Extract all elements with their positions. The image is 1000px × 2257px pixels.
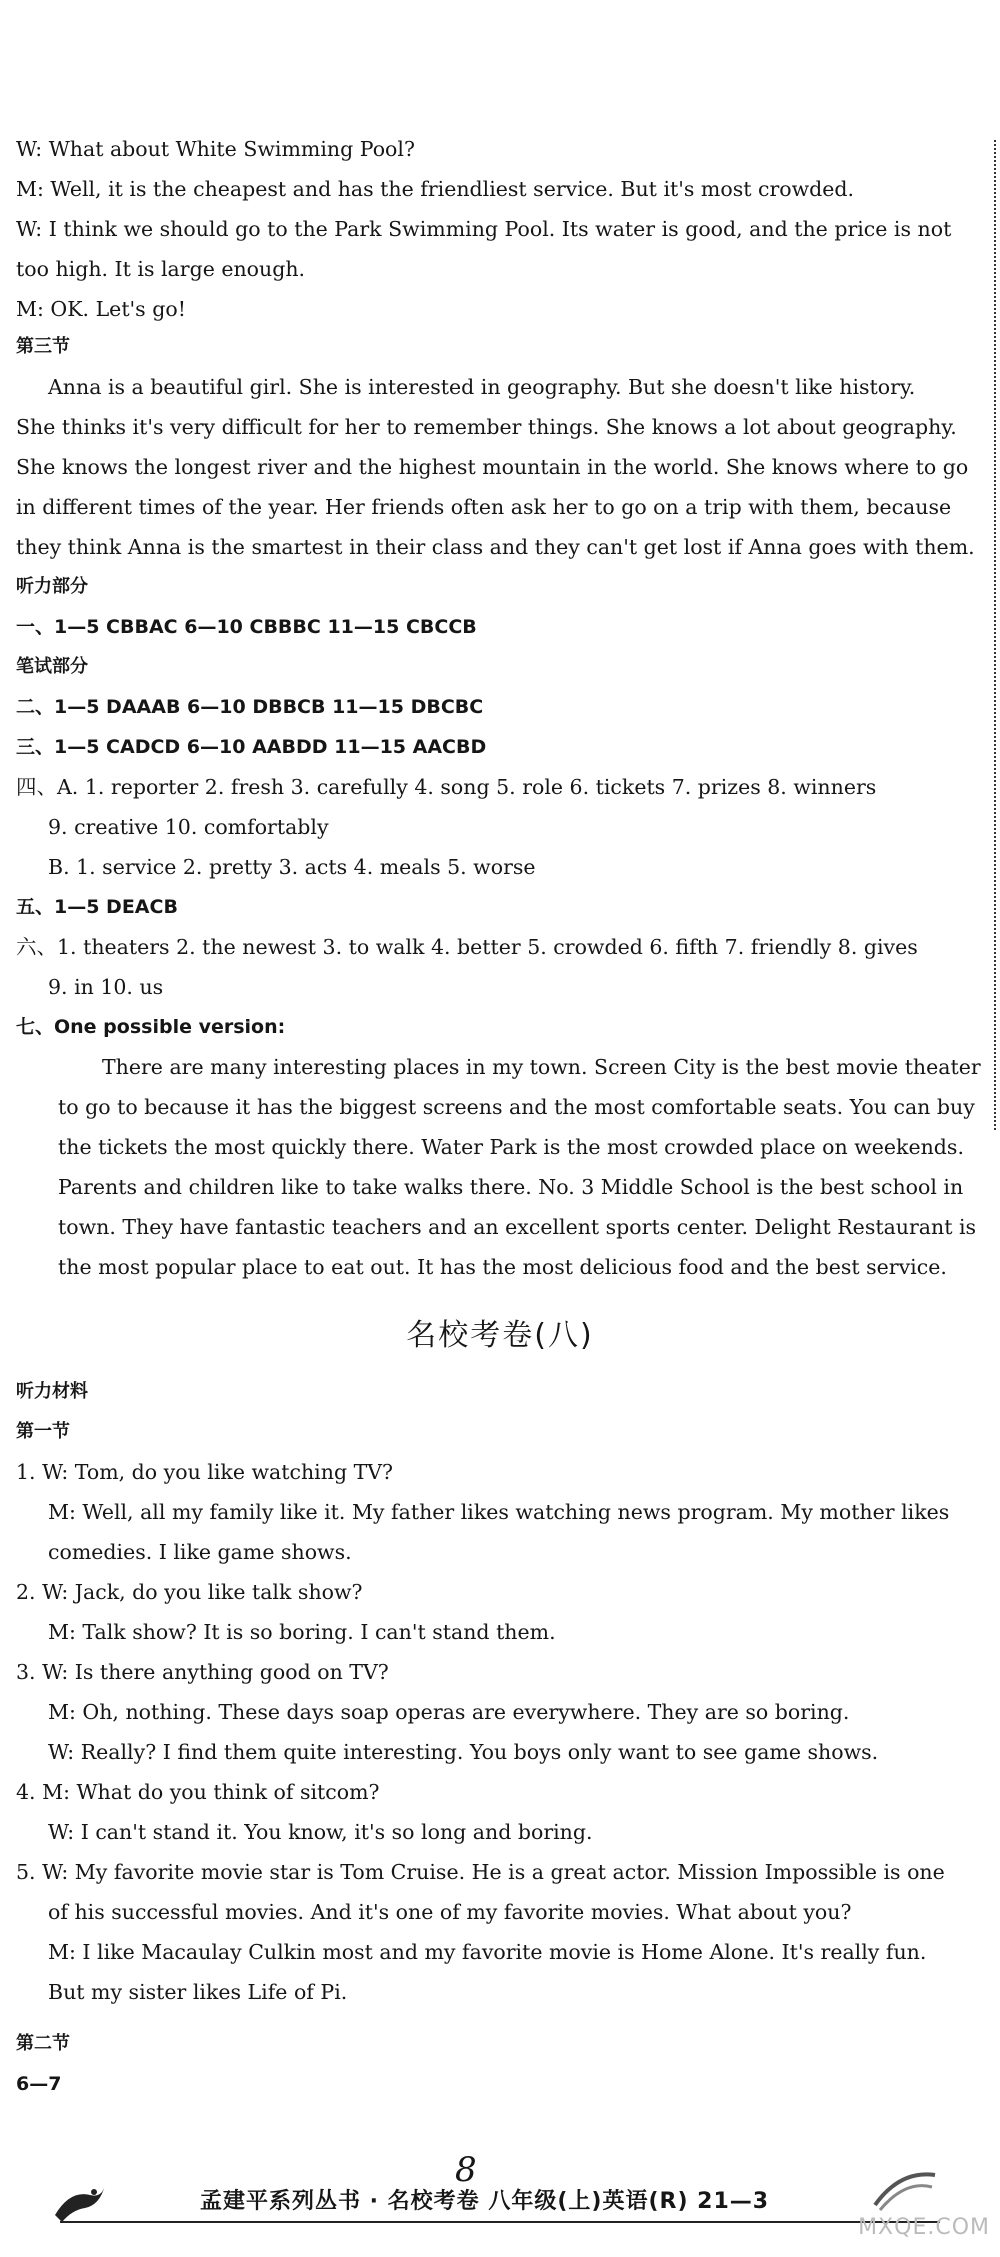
answer-line: 9. in 10. us [48,975,164,999]
essay-line: There are many interesting places in my town. Screen City is the best movie theater [102,1055,981,1079]
dialogue-line: M: Oh, nothing. These days soap operas are everywhere. They are so boring. [48,1700,850,1724]
dialogue-line: 3. W: Is there anything good on TV? [16,1660,389,1684]
dialogue-line: M: Well, all my family like it. My father likes watching news program. My mother likes [48,1500,950,1524]
dialogue-line: M: Well, it is the cheapest and has the friendliest service. But it's most crowded. [16,177,855,201]
dialogue-line: of his successful movies. And it's one of my favorite movies. What about you? [48,1900,852,1924]
essay-line: the tickets the most quickly there. Water Park is the most crowded place on weekends. [58,1135,964,1159]
exam-title: 名校考卷(八) [406,1318,594,1353]
listening-heading: 听力部分 [16,576,88,597]
answer-line: B. 1. service 2. pretty 3. acts 4. meals 5. worse [48,855,536,879]
answer-line: 五、1—5 DEACB [16,896,178,918]
passage-line: in different times of the year. Her friends often ask her to go on a trip with them, because [16,495,952,519]
dialogue-line: 5. W: My favorite movie star is Tom Cruise. He is a great actor. Mission Impossible is one [16,1860,945,1884]
footer-text: 孟建平系列丛书 · 名校考卷 八年级(上)英语(R) 21—3 [200,2189,770,2214]
section3-heading: 第三节 [16,336,70,357]
dialogue-line: M: Talk show? It is so boring. I can't stand them. [48,1620,556,1644]
dialogue-line: too high. It is large enough. [16,257,306,281]
dialogue-line: W: I can't stand it. You know, it's so long and boring. [48,1820,593,1844]
essay-line: the most popular place to eat out. It has the most delicious food and the best service. [58,1255,947,1279]
passage-line: Anna is a beautiful girl. She is interested in geography. But she doesn't like history. [48,375,916,399]
essay-line: to go to because it has the biggest screens and the most comfortable seats. You can buy [58,1095,975,1119]
passage-line: She knows the longest river and the highest mountain in the world. She knows where to go [16,455,969,479]
answer-line: 一、1—5 CBBAC 6—10 CBBBC 11—15 CBCCB [16,616,477,638]
answer-line: 9. creative 10. comfortably [48,815,329,839]
dialogue-line: 2. W: Jack, do you like talk show? [16,1580,363,1604]
dialogue-line: comedies. I like game shows. [48,1540,352,1564]
section1-heading: 第一节 [16,1421,70,1442]
essay-line: town. They have fantastic teachers and an excellent sports center. Delight Restaurant is [58,1215,977,1239]
dialogue-line: W: Really? I find them quite interesting. You boys only want to see game shows. [48,1740,879,1764]
dialogue-line: 1. W: Tom, do you like watching TV? [16,1460,394,1484]
dialogue-line: M: I like Macaulay Culkin most and my favorite movie is Home Alone. It's really fun. [48,1940,927,1964]
material-heading: 听力材料 [16,1381,88,1402]
dialogue-line: W: What about White Swimming Pool? [16,137,415,161]
dialogue-line: But my sister likes Life of Pi. [48,1980,348,2004]
answer-line: 六、1. theaters 2. the newest 3. to walk 4. better 5. crowded 6. fifth 7. friendly 8. gives [16,935,918,959]
dialogue-line: W: I think we should go to the Park Swimming Pool. Its water is good, and the price is not [16,217,952,241]
answer-line: 二、1—5 DAAAB 6—10 DBBCB 11—15 DBCBC [16,696,484,718]
swirl-decoration-icon [870,2165,940,2215]
answer-line: 三、1—5 CADCD 6—10 AABDD 11—15 AACBD [16,736,487,758]
dialogue-line: M: OK. Let's go! [16,297,186,321]
handwritten-page-number: 8 [455,2150,477,2190]
essay-line: Parents and children like to take walks there. No. 3 Middle School is the best school in [58,1175,964,1199]
section2-heading: 第二节 [16,2033,70,2054]
written-heading: 笔试部分 [16,656,88,677]
watermark: MXQE.COM [858,2215,990,2240]
dialogue-line: 4. M: What do you think of sitcom? [16,1780,380,1804]
passage-line: they think Anna is the smartest in their class and they can't get lost if Anna goes with them. [16,535,975,559]
passage-line: She thinks it's very difficult for her to remember things. She knows a lot about geography. [16,415,957,439]
answer-line: 四、A. 1. reporter 2. fresh 3. carefully 4. song 5. role 6. tickets 7. prizes 8. winners [16,775,877,799]
section2-range: 6—7 [16,2073,62,2095]
answer-line: 七、One possible version: [16,1016,286,1038]
